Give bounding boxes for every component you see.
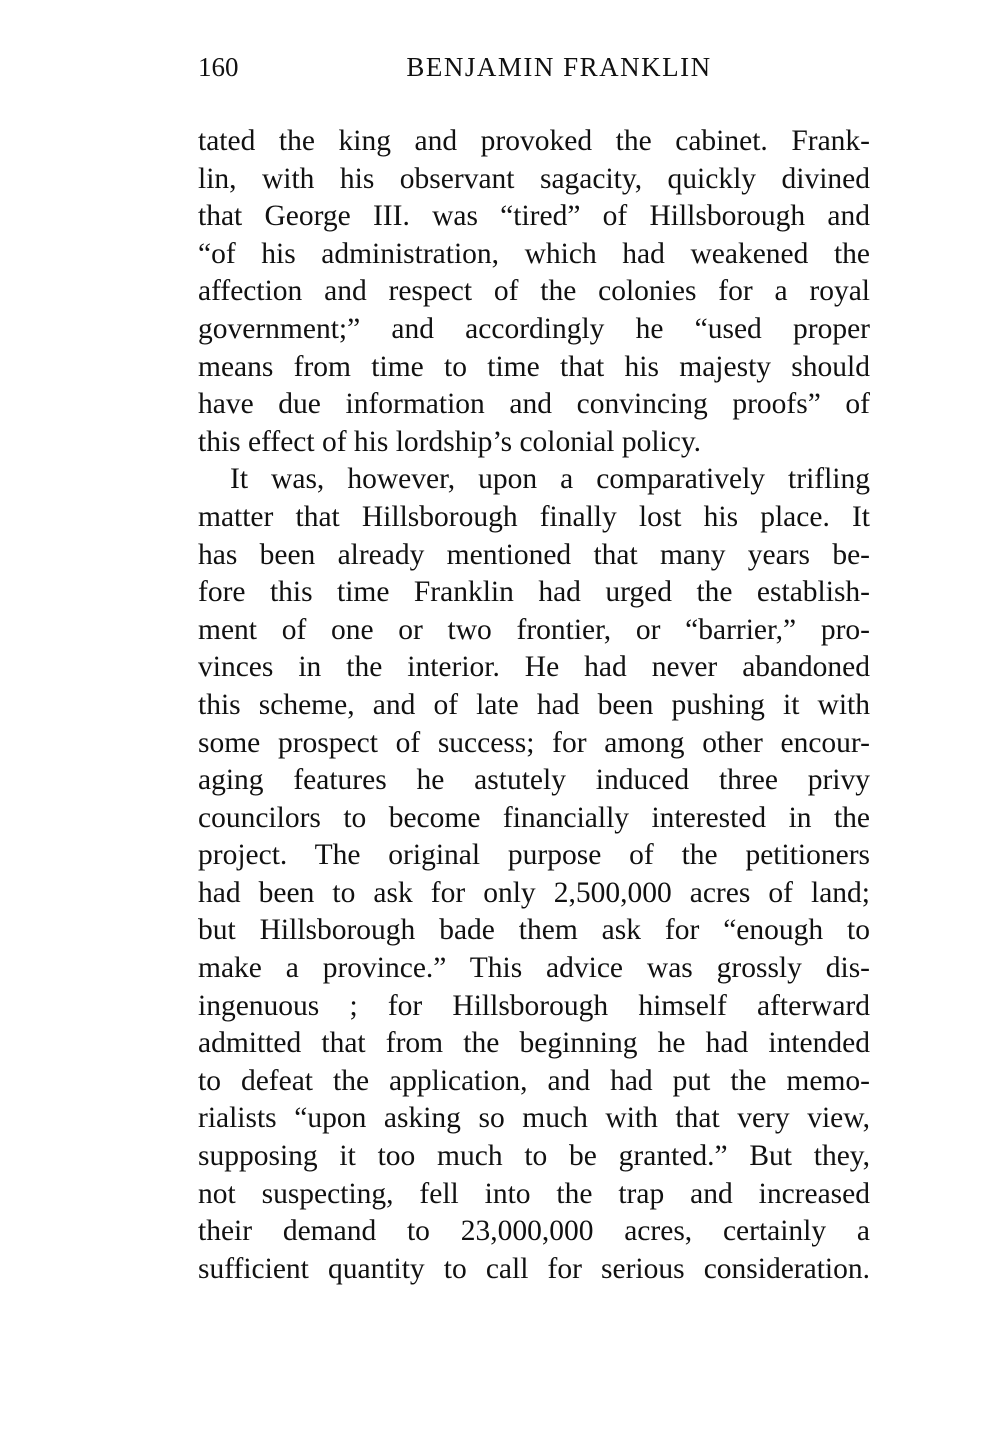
text-line: government;” and accordingly he “used proper xyxy=(198,312,870,345)
text-line: not suspecting, fell into the trap and increased xyxy=(198,1177,870,1210)
text-line: project. The original purpose of the petitioners xyxy=(198,839,870,872)
text-line: tated the king and provoked the cabinet. Frank- xyxy=(198,125,870,157)
text-line: fore this time Franklin had urged the establish- xyxy=(198,576,870,609)
text-line: vinces in the interior. He had never abandoned xyxy=(198,651,870,684)
text-line: admitted that from the beginning he had intended xyxy=(198,1027,870,1060)
text-line: make a province.” This advice was grossly dis- xyxy=(198,952,870,985)
running-title: BENJAMIN FRANKLIN xyxy=(406,52,712,82)
text-line: rialists “upon asking so much with that very view, xyxy=(198,1102,870,1135)
text-line: “of his administration, which had weakened the xyxy=(198,237,870,270)
text-line: have due information and convincing proofs” of xyxy=(198,388,870,421)
text-line: It was, however, upon a comparatively trifling xyxy=(230,463,870,496)
text-line: this effect of his lordship’s colonial policy. xyxy=(198,425,702,458)
paragraph-1 xyxy=(198,123,870,461)
page-header xyxy=(198,52,870,92)
text-line: affection and respect of the colonies for a royal xyxy=(198,275,870,308)
page-number: 160 xyxy=(198,52,239,82)
text-line: councilors to become financially interested in the xyxy=(198,801,870,834)
text-line: has been already mentioned that many years be- xyxy=(198,538,870,571)
text-line: some prospect of success; for among other encour- xyxy=(198,726,870,759)
text-line: ingenuous ; for Hillsborough himself afterward xyxy=(198,989,870,1022)
text-line: that George III. was “tired” of Hillsborough and xyxy=(198,200,870,233)
text-line: had been to ask for only 2,500,000 acres of land; xyxy=(198,876,870,909)
text-line: to defeat the application, and had put the memo- xyxy=(198,1064,870,1097)
text-line: ment of one or two frontier, or “barrier,” pro- xyxy=(198,613,870,646)
text-line: but Hillsborough bade them ask for “enough to xyxy=(198,914,870,947)
text-line: matter that Hillsborough finally lost his place. It xyxy=(198,500,870,533)
text-line: aging features he astutely induced three privy xyxy=(198,764,870,797)
paragraph-2 xyxy=(198,461,870,1288)
text-line: means from time to time that his majesty should xyxy=(198,350,870,383)
body-text xyxy=(198,123,870,1288)
text-line: this scheme, and of late had been pushing it with xyxy=(198,688,870,721)
text-line: supposing it too much to be granted.” But they, xyxy=(198,1140,870,1173)
text-line: their demand to 23,000,000 acres, certainly a xyxy=(198,1215,870,1248)
text-line: lin, with his observant sagacity, quickly divined xyxy=(198,162,870,195)
text-line: sufficient quantity to call for serious consideration. xyxy=(198,1252,870,1285)
